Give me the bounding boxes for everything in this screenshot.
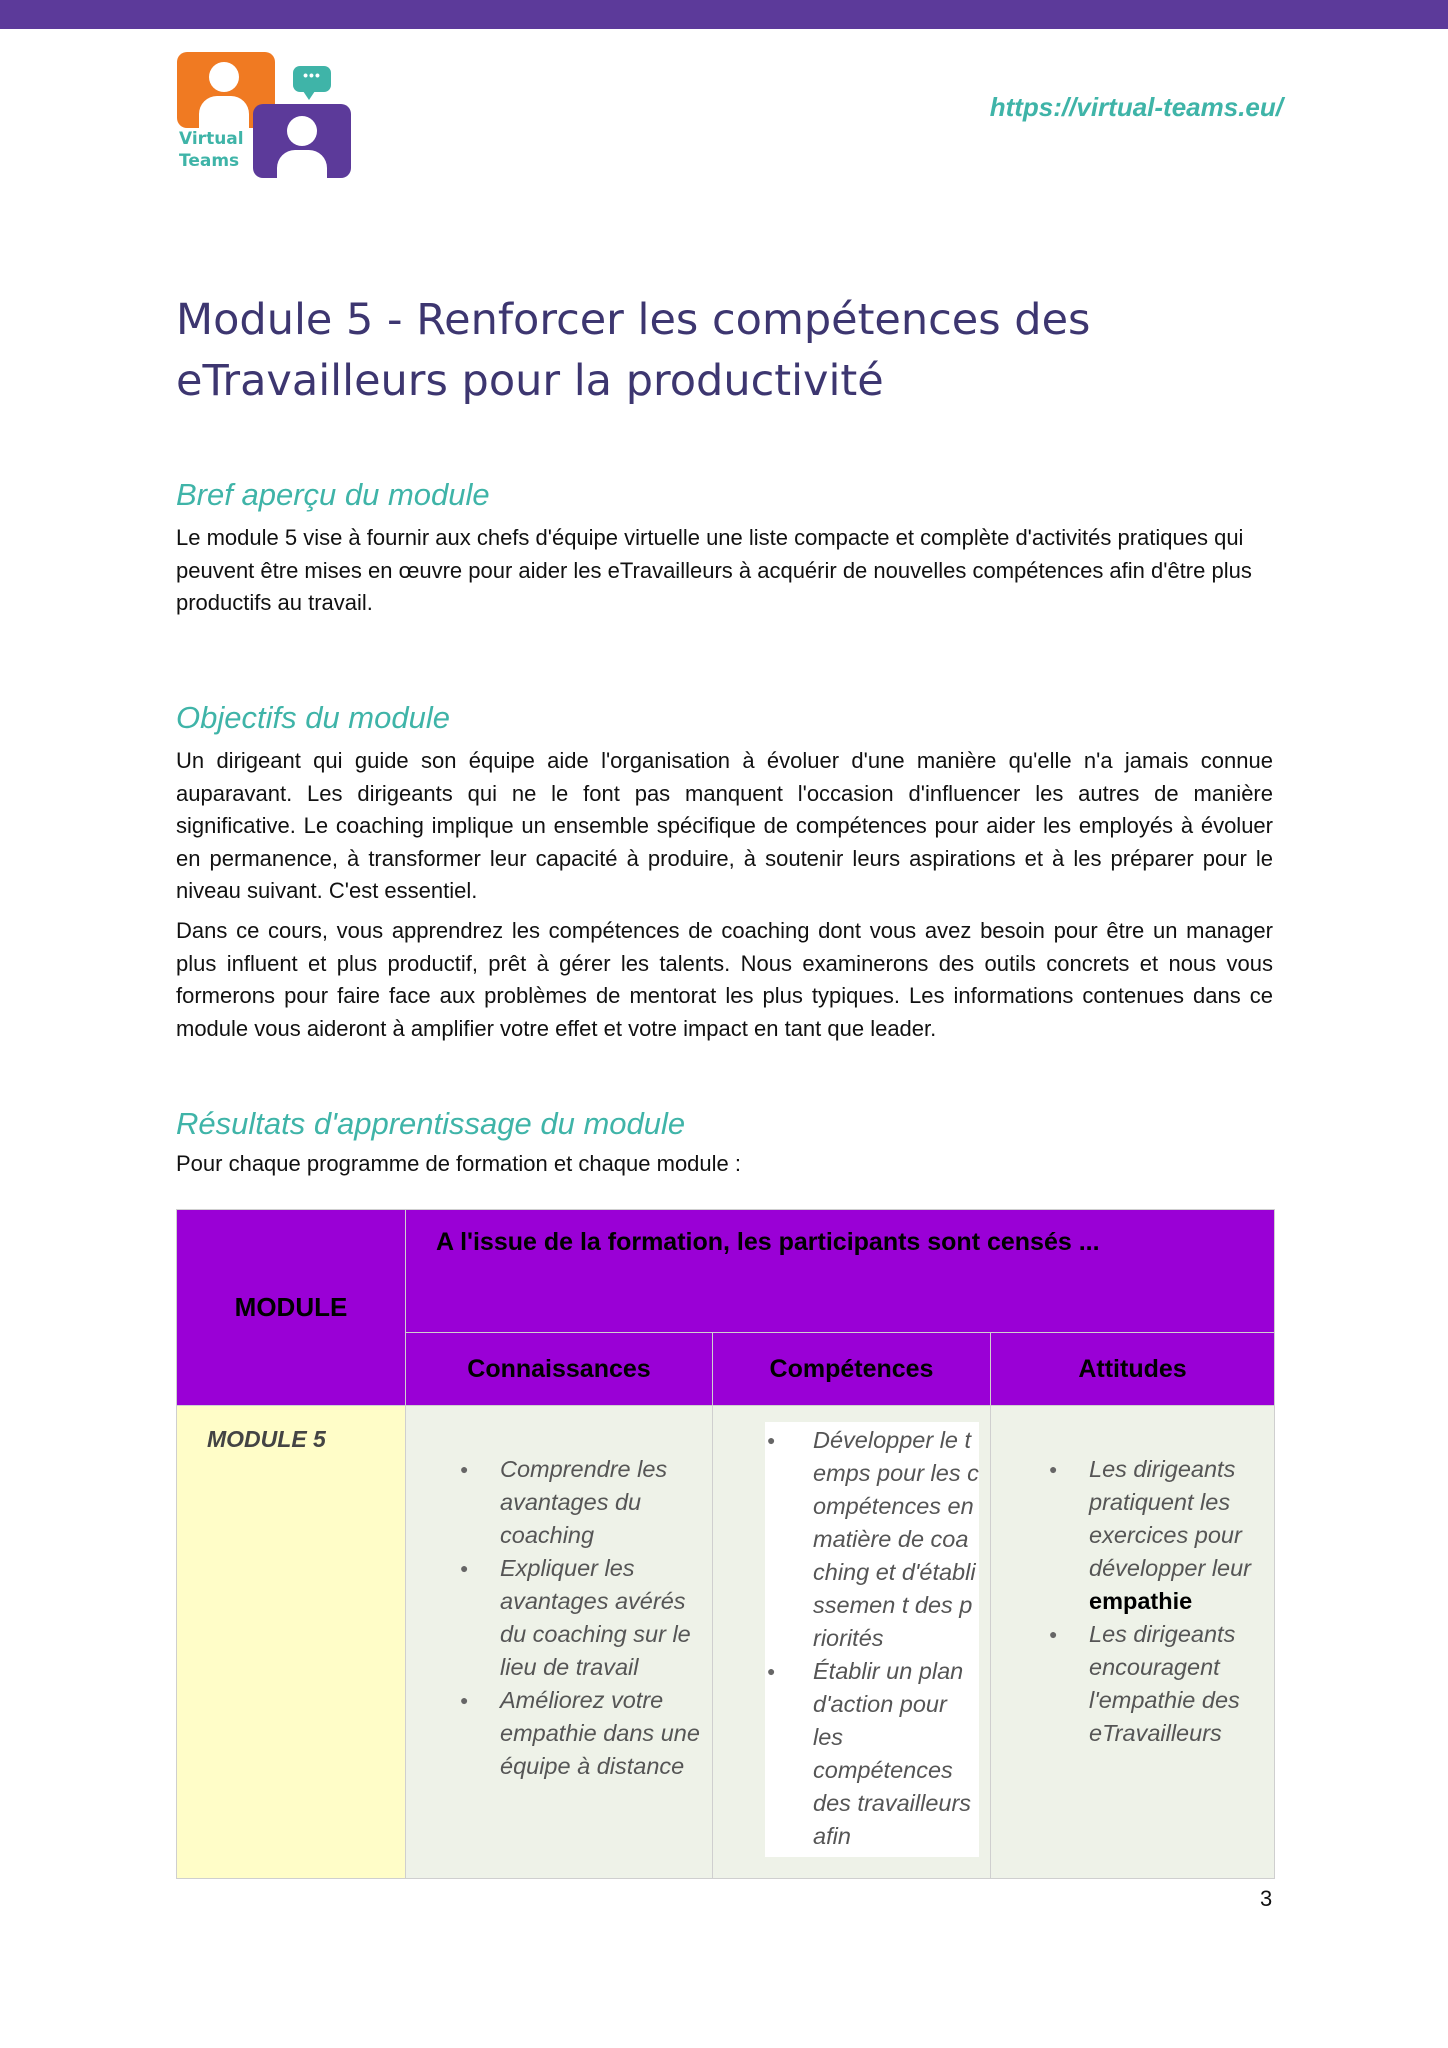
skills-box [765,1422,979,1857]
objectives-paragraph-2: Dans ce cours, vous apprendrez les compétences de coaching dont vous avez besoin pour être un manager plus influent et plus productif, prêt à gérer les talents. Nous examinerons des outils concrets et nous vous formerons pour faire face aux problèmes de mentorat les plus typiques. Les informations contenues dans ce module vous aideront à amplifier votre effet et votre impact en tant que leader. [176,918,1273,1041]
logo-person-head-icon [287,116,317,146]
logo-purple-tile [253,104,351,178]
learning-outcomes-table [176,1209,1275,1879]
outcomes-intro: Pour chaque programme de formation et chaque module : [176,1151,741,1176]
logo-person-body-icon [199,96,249,128]
outcomes-heading: Résultats d'apprentissage du module [176,1106,686,1141]
knowledge-item: ● Améliorez votre empathie dans une équipe à distance [444,1684,706,1783]
logo-text-line2: Teams [179,151,240,171]
logo-person-body-icon [277,150,327,178]
module-column-header: MODULE [177,1210,406,1406]
module-name-cell: MODULE 5 [177,1406,406,1879]
attitudes-emphasis: empathie [1089,1588,1193,1614]
knowledge-item: ● Comprendre les avantages du coaching [444,1453,706,1552]
attitudes-column-header: Attitudes [991,1333,1275,1406]
chat-bubble-icon: ••• [293,66,331,92]
virtual-teams-logo [177,52,353,178]
knowledge-item: ● Expliquer les avantages avérés du coaching sur le lieu de travail [444,1552,706,1684]
skills-item: ● Développer le temps pour les compétences en matière de coaching et d'établissemen t des priorités [765,1424,979,1655]
outcomes-column-header: A l'issue de la formation, les participants sont censés ... [406,1210,1275,1333]
header-url-link[interactable]: https://virtual-teams.eu/ [989,92,1283,122]
knowledge-cell [406,1406,713,1879]
logo-text [179,128,244,172]
skills-column-header: Compétences [713,1333,991,1406]
attitudes-item-text: Les dirigeants pratiquent les exercices pour développer leur [1089,1456,1251,1581]
attitudes-item [1033,1453,1264,1618]
logo-person-head-icon [209,62,239,92]
page-number: 3 [1260,1886,1273,1911]
attitudes-cell [991,1406,1275,1879]
skills-item: ● Établir un plan d'action pour les compétences des travailleurs afin [765,1655,979,1853]
overview-heading: Bref aperçu du module [176,477,490,512]
page-title: Module 5 - Renforcer les compétences des eTravailleurs pour la productivité [176,295,1091,406]
logo-text-line1: Virtual [179,129,244,149]
top-color-bar [0,0,1448,29]
skills-cell [713,1406,991,1879]
knowledge-column-header: Connaissances [406,1333,713,1406]
overview-text: Le module 5 vise à fournir aux chefs d'équipe virtuelle une liste compacte et complète d'activités pratiques qui peuvent être mises en œuvre pour aider les eTravailleurs à acquérir de nouvelles compétences afin d'être plus productifs au travail. [176,525,1252,615]
objectives-paragraph-1: Un dirigeant qui guide son équipe aide l'organisation à évoluer d'une manière qu'elle n'a jamais connue auparavant. Les dirigeants qui ne le font pas manquent l'occasion d'influencer les autres de manière significative. Le coaching implique un ensemble spécifique de compétences pour aider les employés à évoluer en permanence, à transformer leur capacité à produire, à soutenir leurs aspirations et à les préparer pour le niveau suivant. C'est essentiel. [176,748,1273,903]
objectives-heading: Objectifs du module [176,700,450,735]
attitudes-item: ● Les dirigeants encouragent l'empathie des eTravailleurs [1033,1618,1264,1750]
